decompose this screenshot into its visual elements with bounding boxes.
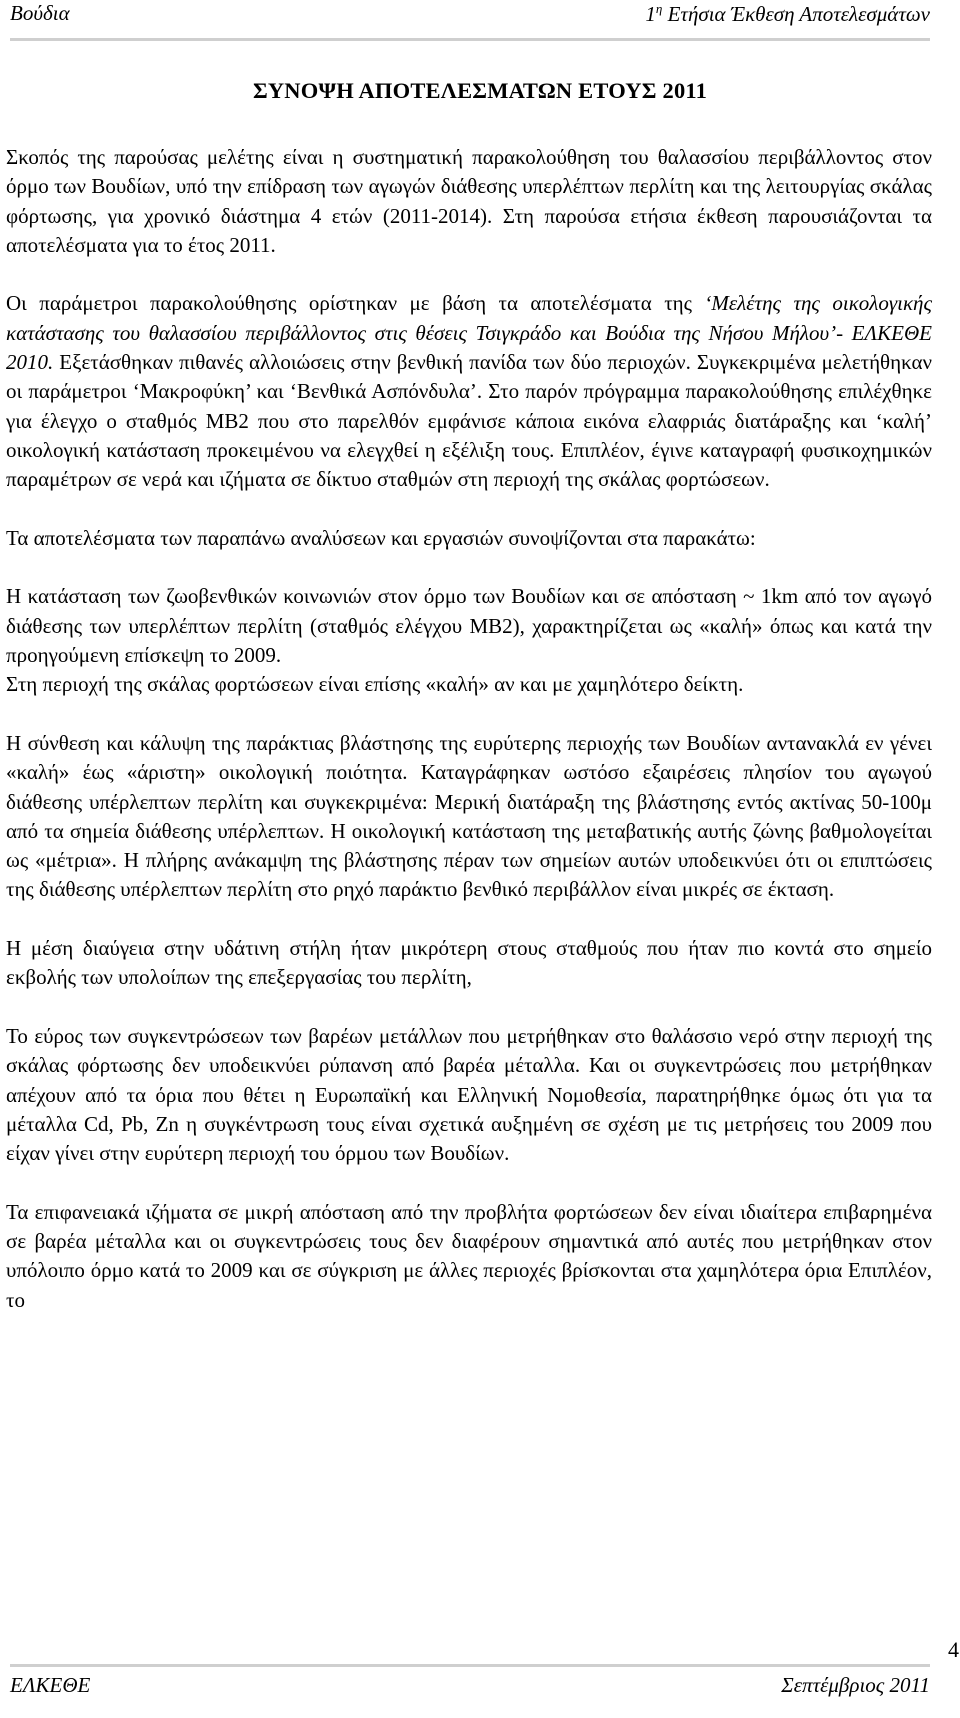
page-header (10, 0, 930, 41)
page-title: ΣΥΝΟΨΗ ΑΠΟΤΕΛΕΣΜΑΤΩΝ ΕΤΟΥΣ 2011 (252, 78, 708, 103)
paragraph-transparency: Η μέση διαύγεια στην υδάτινη στήλη ήταν μικρότερη στους σταθμούς που ήταν πιο κοντά στο σημείο εκβολής των υπολοίπων της επεξεργασίας του περλίτη, (6, 936, 932, 990)
paragraph-purpose: Σκοπός της παρούσας μελέτης είναι η συστηματική παρακολούθηση του θαλασσίου περιβάλλοντος στον όρμο των Βουδίων, υπό την επίδραση των αγωγών διάθεσης υπερλέπτων περλίτη και της λειτουργίας σκάλας φόρτωσης, για χρονικό διάστημα 4 ετών (2011-2014). Στη παρούσα ετήσια έκθεση παρουσιάζονται τα αποτελέσματα για το έτος 2011. (6, 145, 932, 257)
footer-right: Σεπτέμβριος 2011 (781, 1673, 930, 1697)
footer-left: ΕΛΚΕΘΕ (10, 1673, 91, 1697)
paragraph-heavy-metals-water: Το εύρος των συγκεντρώσεων των βαρέων μετάλλων που μετρήθηκαν στο θαλάσσιο νερό στην περιοχή της σκάλας φόρτωσης δεν υποδεικνύει ρύπανση από βαρέα μέταλλα. Και οι συγκεντρώσεις που μετρήθηκαν απέχουν από τα όρια που θέτει η Ευρωπαϊκή και Ελληνική Νομοθεσία, παρατηρήθηκε όμως ότι για τα μέταλλα Cd, Pb, Zn η συγκέντρωση τους είναι σχετικά αυξημένη σε σχέση με τις μετρήσεις του 2009 που είχαν γίνει στην ευρύτερη περιοχή του όρμου των Βουδίων. (6, 1023, 932, 1166)
paragraph-parameters-intro: Οι παράμετροι παρακολούθησης ορίστηκαν με βάση τα αποτελέσματα της (6, 291, 705, 316)
page-number: 4 (948, 1637, 959, 1662)
paragraph-sediments: Τα επιφανειακά ιζήματα σε μικρή απόσταση από την προβλήτα φορτώσεων δεν είναι ιδιαίτερα επιβαρημένα σε βαρέα μέταλλα και οι συγκεντρώσεις τους δεν διαφέρουν σημαντικά από αυτές που μετρήθηκαν στον υπόλοιπο όρμο κατά το 2009 και σε σύγκριση με άλλες περιοχές βρίσκονται στα χαμηλότερα όρια Επιπλέον, το (6, 1199, 932, 1312)
study-reference: ‘Μελέτης της οικολογικής κατάστασης του θαλασσίου περιβάλλοντος στις θέσεις Τσιγκράδο και Βούδια της Νήσου Μήλου’- ΕΛΚΕΘΕ 2010. (6, 291, 932, 375)
paragraph-parameters-rest: Εξετάσθηκαν πιθανές αλλοιώσεις στην βενθική πανίδα των δύο περιοχών. Συγκεκριμένα μελετήθηκαν οι παράμετροι ‘Μακροφύκη’ και ‘Βενθικά Ασπόνδυλα’. Στο παρόν πρόγραμμα παρακολούθησης επιλέχθηκε για έλεγχο ο σταθμός ΜΒ2 που στο παρελθόν εμφάνισε κάποια εικόνα ελαφριάς διατάραξης και ‘καλή’ οικολογική κατάσταση προκειμένου να ελεγχθεί η εξέλιξη τους. Επιπλέον, έγινε καταγραφή φυσικοχημικών παραμέτρων σε νερά και ιζήματα σε δίκτυο σταθμών στη περιοχή της σκάλας φορτώσεων. (6, 350, 932, 492)
page-footer (10, 1664, 930, 1711)
header-right (645, 1, 930, 27)
document-body (6, 143, 932, 1315)
paragraph-parameters (6, 289, 932, 494)
paragraph-loading-area: Στη περιοχή της σκάλας φορτώσεων είναι επίσης «καλή» αν και με χαμηλότερο δείκτη. (6, 672, 744, 697)
header-left: Βούδια (10, 1, 70, 25)
paragraph-zoobenthos: Η κατάσταση των ζωοβενθικών κοινωνιών στον όρμο των Βουδίων και σε απόσταση ~ 1km από τον αγωγό διάθεσης των υπερλέπτων περλίτη (σταθμός ελέγχου ΜΒ2), χαρακτηρίζεται ως «καλή» όπως και κατά την προηγούμενη επίσκεψη το 2009. (6, 584, 932, 668)
paragraph-vegetation: Η σύνθεση και κάλυψη της παράκτιας βλάστησης της ευρύτερης περιοχής των Βουδίων αντανακλά εν γένει «καλή» έως «άριστη» οικολογική ποιότητα. Καταγράφηκαν ωστόσο εξαιρέσεις πλησίον του αγωγού διάθεσης υπέρλεπτων περλίτη και συγκεκριμένα: Μερική διατάραξη της βλάστησης εντός ακτίνας 50-100μ από τα σημεία διάθεσης υπέρλεπτων. Η οικολογική κατάσταση της μεταβατικής αυτής ζώνης βαθμολογείται ως «μέτρια». Η πλήρης ανάκαμψη της βλάστησης πέραν των σημείων αυτών υποδεικνύει ότι οι επιπτώσεις της διάθεσης υπέρλεπτων περλίτη στο ρηχό παράκτιο βενθικό περιβάλλον είναι μικρές σε έκταση. (6, 730, 932, 902)
paragraph-summary-intro: Τα αποτελέσματα των παραπάνω αναλύσεων και εργασιών συνοψίζονται στα παρακάτω: (6, 525, 756, 550)
header-right-text: Ετήσια Έκθεση Αποτελεσμάτων (662, 2, 930, 26)
header-right-number: 1 (645, 2, 656, 26)
header-right-superscript: η (655, 1, 663, 16)
